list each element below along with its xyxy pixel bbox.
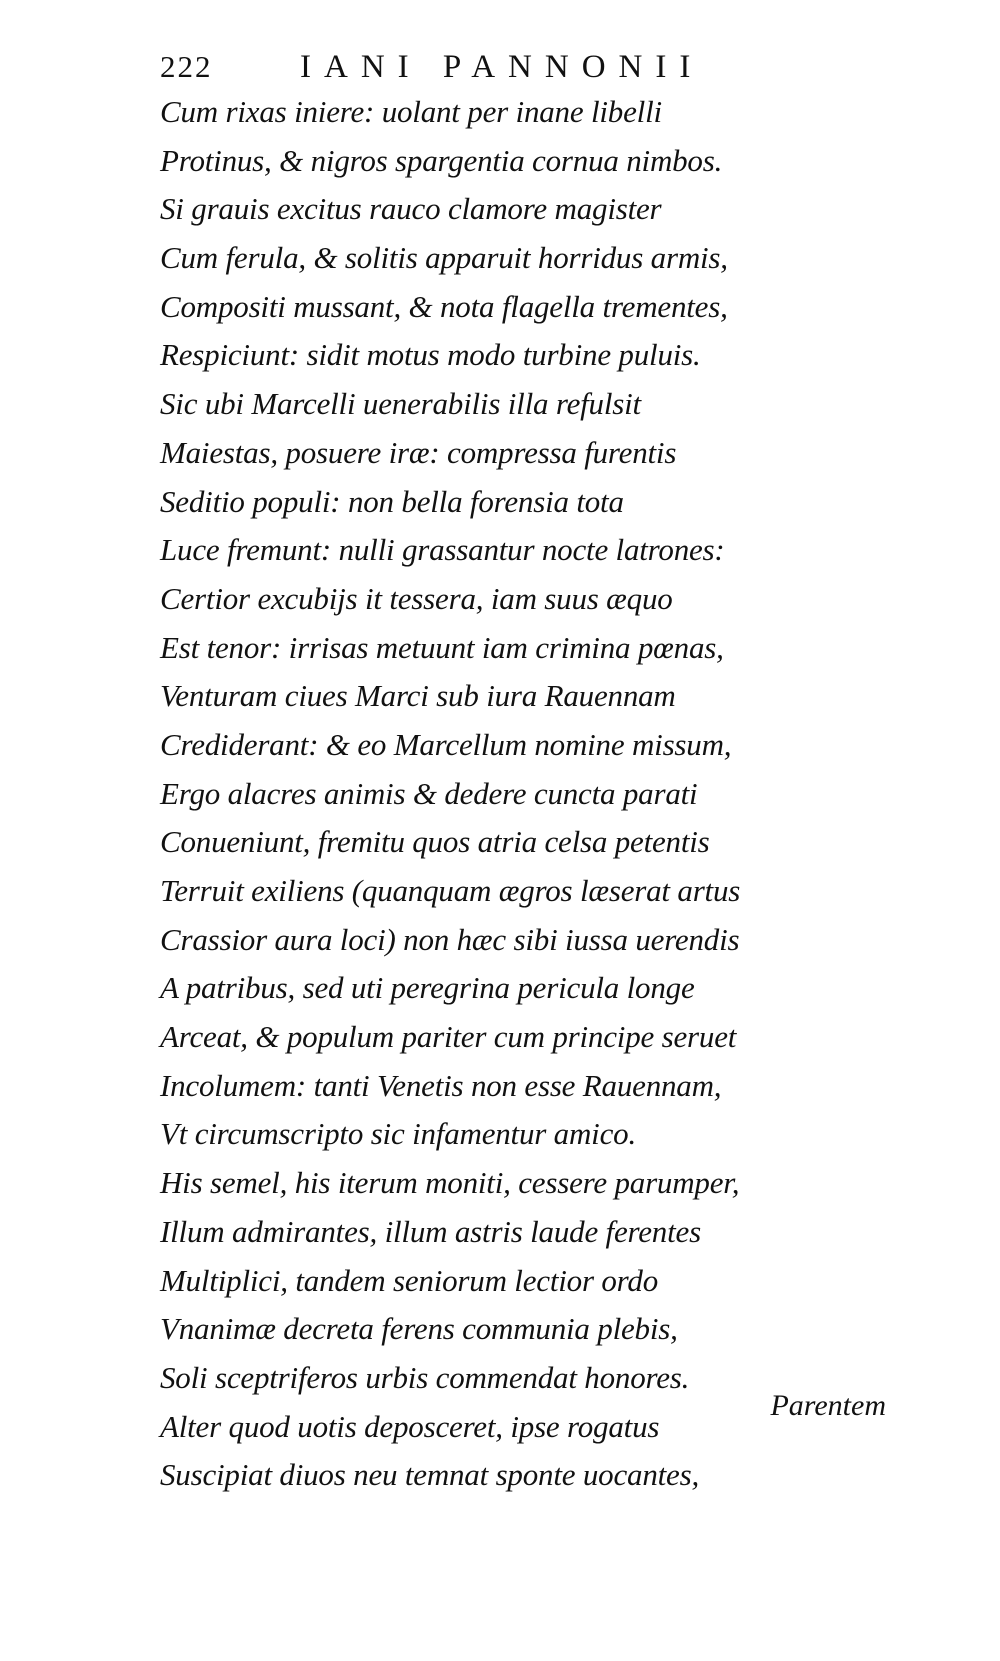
- verse-line: Cum ferula, & solitis apparuit horridus armis,: [160, 240, 728, 276]
- verse-line: His semel, his iterum moniti, cessere parumper,: [160, 1165, 740, 1201]
- verse-line: Protinus, & nigros spargentia cornua nimbos.: [160, 142, 723, 178]
- verse-line: Certior excubijs it tessera, iam suus æquo: [160, 580, 673, 616]
- verse-line: Seditio populi: non bella forensia tota: [160, 483, 624, 519]
- verse-line: Luce fremunt: nulli grassantur nocte latrones:: [160, 532, 725, 568]
- verse-line: Est tenor: irrisas metuunt iam crimina pœnas,: [160, 629, 724, 665]
- verse-line: Sic ubi Marcelli uenerabilis illa refulsit: [160, 386, 641, 422]
- catchword: Parentem: [770, 1389, 886, 1422]
- verse-line: Venturam ciues Marci sub iura Rauennam: [160, 678, 676, 714]
- verse-line: Maiestas, posuere iræ: compressa furentis: [160, 434, 677, 470]
- verse-line: Respiciunt: sidit motus modo turbine puluis.: [160, 337, 701, 373]
- verse-line: Cum rixas iniere: uolant per inane libelli: [160, 94, 662, 129]
- verse-line: Multiplici, tandem seniorum lectior ordo: [160, 1262, 658, 1298]
- verse-line: Alter quod uotis deposceret, ipse rogatus: [160, 1408, 660, 1444]
- page-number: 222: [160, 49, 213, 84]
- running-title: IANI PANNONII: [300, 49, 704, 85]
- verse-line: Compositi mussant, & nota flagella trementes,: [160, 288, 728, 324]
- verse-line: Soli sceptriferos urbis commendat honores.: [160, 1359, 690, 1395]
- verse-line: Arceat, & populum pariter cum principe seruet: [160, 1019, 737, 1055]
- running-head: [160, 42, 800, 92]
- verse-line: Suscipiat diuos neu temnat sponte uocantes,: [160, 1457, 700, 1493]
- verse-line: Vt circumscripto sic infamentur amico.: [160, 1116, 636, 1152]
- verse-line: Illum admirantes, illum astris laude ferentes: [160, 1213, 701, 1249]
- verse-line: Crediderant: & eo Marcellum nomine missum,: [160, 726, 732, 762]
- verse-line: Crassior aura loci) non hæc sibi iussa uerendis: [160, 921, 740, 957]
- verse-line: Incolumem: tanti Venetis non esse Rauennam,: [160, 1067, 722, 1103]
- verse-line: Vnanimæ decreta ferens communia plebis,: [160, 1311, 678, 1347]
- verse-line: A patribus, sed uti peregrina pericula longe: [160, 970, 695, 1006]
- verse-line: Conueniunt, fremitu quos atria celsa petentis: [160, 824, 710, 860]
- verse-line: Ergo alacres animis & dedere cuncta parati: [160, 775, 698, 811]
- verse-line: Terruit exiliens (quanquam ægros læserat artus: [160, 873, 741, 908]
- verse-line: Si grauis excitus rauco clamore magister: [160, 191, 662, 227]
- verse-text: [160, 88, 860, 1500]
